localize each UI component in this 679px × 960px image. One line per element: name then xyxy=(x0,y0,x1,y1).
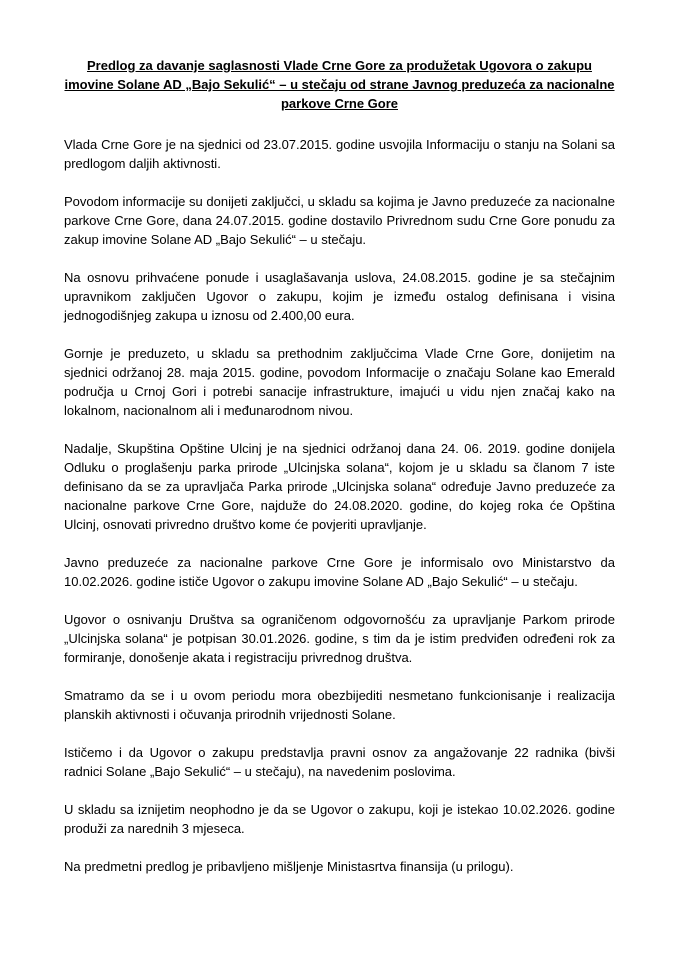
paragraph-11: Na predmetni predlog je pribavljeno mišljenje Ministasrtva finansija (u prilogu). xyxy=(64,859,514,874)
paragraph-6: Javno preduzeće za nacionalne parkove Crne Gore je informisalo ovo Ministarstvo da 10.02.2026. godine ističe Ugovor o zakupu imovine Solane AD „Bajo Sekulić“ – u stečaju. xyxy=(64,555,615,589)
paragraph-3: Na osnovu prihvaćene ponude i usaglašavanja uslova, 24.08.2015. godine je sa stečajnim upravnikom zaključen Ugovor o zakupu, kojim je između ostalog definisana i visina jednogodišnjeg zakupa u iznosu od 2.400,00 eura. xyxy=(64,270,615,323)
paragraph-1: Vlada Crne Gore je na sjednici od 23.07.2015. godine usvojila Informaciju o stanju na Solani sa predlogom daljih aktivnosti. xyxy=(64,137,615,171)
paragraph-7: Ugovor o osnivanju Društva sa ograničenom odgovornošću za upravljanje Parkom prirode „Ulcinjska solana“ je potpisan 30.01.2026. godine, s tim da je istim predviđen određeni rok za formiranje, donošenje akata i registraciju privrednog društva. xyxy=(64,612,615,665)
paragraph-8: Smatramo da se i u ovom periodu mora obezbijediti nesmetano funkcionisanje i realizacija planskih aktivnosti i očuvanja prirodnih vrijednosti Solane. xyxy=(64,688,615,722)
paragraph-2: Povodom informacije su donijeti zaključci, u skladu sa kojima je Javno preduzeće za nacionalne parkove Crne Gore, dana 24.07.2015. godine dostavilo Privrednom sudu Crne Gore ponudu za zakup imovine Solane AD „Bajo Sekulić“ – u stečaju. xyxy=(64,194,615,247)
paragraph-4: Gornje je preduzeto, u skladu sa prethodnim zaključcima Vlade Crne Gore, donijetim na sjednici održanoj 28. maja 2015. godine, povodom Informacije o značaju Solane kao Emerald područja u Crnoj Gori i potrebi sanacije infrastrukture, imajući u vidu njen značaj kako na lokalnom, nacionalnom ali i međunarodnom nivou. xyxy=(64,346,615,418)
paragraph-5: Nadalje, Skupština Opštine Ulcinj je na sjednici održanoj dana 24. 06. 2019. godine donijela Odluku o proglašenju parka prirode „Ulcinjska solana“, kojom je u skladu sa članom 7 iste definisano da se za upravljača Parka prirode „Ulcinjska solana“ određuje Javno preduzeće za nacionalne parkove Crne Gore, najduže do 24.08.2020. godine, do kojeg roka će Opština Ulcinj, osnovati privredno društvo kome će povjeriti upravljanje. xyxy=(64,441,615,532)
paragraph-10: U skladu sa iznijetim neophodno je da se Ugovor o zakupu, koji je istekao 10.02.2026. godine produži za narednih 3 mjeseca. xyxy=(64,802,615,836)
paragraph-9: Ističemo i da Ugovor o zakupu predstavlja pravni osnov za angažovanje 22 radnika (bivši radnici Solane „Bajo Sekulić“ – u stečaju), na navedenim poslovima. xyxy=(64,745,615,779)
document-title: Predlog za davanje saglasnosti Vlade Crne Gore za produžetak Ugovora o zakupu imovine Solane AD „Bajo Sekulić“ – u stečaju od strane Javnog preduzeća za nacionalne parkove Crne Gore xyxy=(64,58,615,111)
